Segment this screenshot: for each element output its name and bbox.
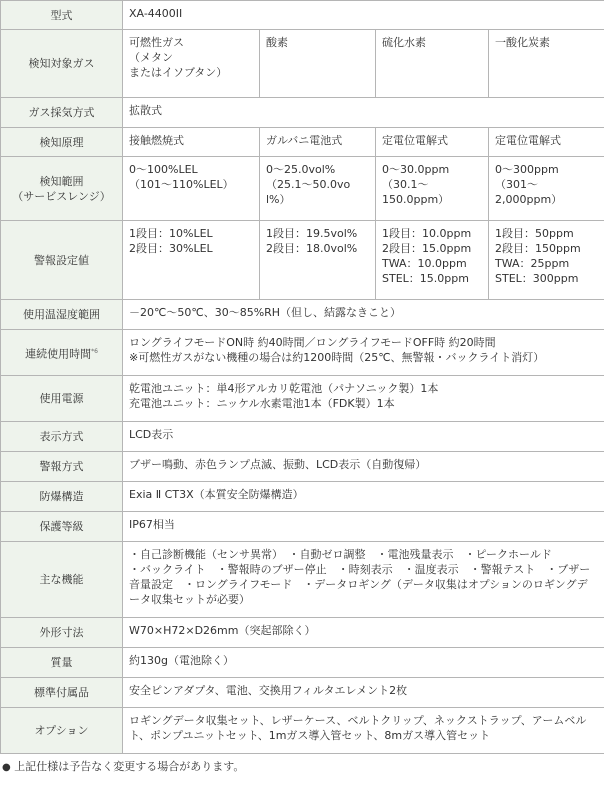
bullet-icon: ●: [2, 762, 11, 773]
table-row: [1, 422, 604, 452]
row-label-range: 検知範囲 （サービスレンジ）: [1, 157, 123, 221]
table-row: [1, 1, 604, 30]
row-label-mass: 質量: [1, 648, 123, 678]
dimensions-value: W70×H72×D26mm（突起部除く）: [123, 618, 604, 648]
gas-cell: 硫化水素: [376, 30, 489, 98]
gas-cell: 一酸化炭素: [489, 30, 604, 98]
table-row: [1, 128, 604, 157]
table-row: [1, 708, 604, 754]
accessories-value: 安全ピンアダプタ、電池、交換用フィルタエレメント2枚: [123, 678, 604, 708]
table-row: [1, 678, 604, 708]
options-value: ロギングデータ収集セット、レザーケース、ベルトクリップ、ネックストラップ、アームベルト、ポンプユニットセット、1mガス導入管セット、8mガス導入管セット: [123, 708, 604, 754]
continuous-value: ロングライフモードON時 約40時間／ロングライフモードOFF時 約20時間 ※可燃性ガスがない機種の場合は約1200時間（25℃、無警報・バックライト消灯）: [123, 330, 604, 376]
principle-cell: 定電位電解式: [376, 128, 489, 157]
row-label-gas: 検知対象ガス: [1, 30, 123, 98]
table-row: [1, 648, 604, 678]
range-cell: 0～30.0ppm （30.1～ 150.0ppm）: [376, 157, 489, 221]
footnote: [0, 754, 604, 778]
alarm-cell: 1段目：50ppm 2段目：150ppm TWA：25ppm STEL：300ppm: [489, 221, 604, 300]
row-label-explosion: 防爆構造: [1, 482, 123, 512]
range-cell: 0～300ppm （301～ 2,000ppm）: [489, 157, 604, 221]
table-row: [1, 376, 604, 422]
alarm-method-value: ブザー鳴動、赤色ランプ点滅、振動、LCD表示（自動復帰）: [123, 452, 604, 482]
range-cell: 0～100%LEL （101～110%LEL）: [123, 157, 260, 221]
row-label-display: 表示方式: [1, 422, 123, 452]
gas-cell: 可燃性ガス （メタン またはイソブタン）: [123, 30, 260, 98]
alarm-cell: 1段目：10%LEL 2段目：30%LEL: [123, 221, 260, 300]
table-row: [1, 157, 604, 221]
protection-value: IP67相当: [123, 512, 604, 542]
mass-value: 約130g（電池除く）: [123, 648, 604, 678]
functions-value: ・自己診断機能（センサ異常） ・自動ゼロ調整 ・電池残量表示 ・ピークホールド ・バックライト ・警報時のブザー停止 ・時刻表示 ・温度表示 ・警報テスト ・ブザー音量設定 ・ロングライフモード ・データロギング（データ収集はオプションのロギングデータ収集セットが必要）: [123, 542, 604, 618]
principle-cell: 定電位電解式: [489, 128, 604, 157]
row-label-continuous: [1, 330, 123, 376]
row-label-sampling: ガス採気方式: [1, 98, 123, 128]
row-label-power: 使用電源: [1, 376, 123, 422]
table-row: [1, 330, 604, 376]
alarm-cell: 1段目：10.0ppm 2段目：15.0ppm TWA：10.0ppm STEL：15.0ppm: [376, 221, 489, 300]
row-label-alarm: 警報設定値: [1, 221, 123, 300]
row-label-functions: 主な機能: [1, 542, 123, 618]
table-row: [1, 221, 604, 300]
table-row: [1, 542, 604, 618]
gas-cell: 酸素: [260, 30, 376, 98]
row-label-accessories: 標準付属品: [1, 678, 123, 708]
row-label-options: オプション: [1, 708, 123, 754]
principle-cell: ガルバニ電池式: [260, 128, 376, 157]
table-row: [1, 98, 604, 128]
principle-cell: 接触燃焼式: [123, 128, 260, 157]
explosion-value: Exia Ⅱ CT3X（本質安全防爆構造）: [123, 482, 604, 512]
row-label-env: 使用温湿度範囲: [1, 300, 123, 330]
range-cell: 0～25.0vol% （25.1～50.0vo l%）: [260, 157, 376, 221]
row-label-principle: 検知原理: [1, 128, 123, 157]
table-row: [1, 452, 604, 482]
row-label-dimensions: 外形寸法: [1, 618, 123, 648]
power-value: 乾電池ユニット：単4形アルカリ乾電池（パナソニック製）1本 充電池ユニット：ニッケル水素電池1本（FDK製）1本: [123, 376, 604, 422]
table-row: [1, 618, 604, 648]
sampling-value: 拡散式: [123, 98, 604, 128]
row-label-model: 型式: [1, 1, 123, 30]
display-value: LCD表示: [123, 422, 604, 452]
table-row: [1, 30, 604, 98]
table-row: [1, 512, 604, 542]
footnote-text: 上記仕様は予告なく変更する場合があります。: [14, 760, 245, 773]
model-value: XA-4400II: [123, 1, 604, 30]
row-label-protection: 保護等級: [1, 512, 123, 542]
row-label-alarm-method: 警報方式: [1, 452, 123, 482]
continuous-label-text: 連続使用時間: [25, 347, 92, 361]
table-row: [1, 482, 604, 512]
footnote-ref: *6: [91, 347, 98, 355]
alarm-cell: 1段目：19.5vol% 2段目：18.0vol%: [260, 221, 376, 300]
env-value: －20℃～50℃、30～85%RH（但し、結露なきこと）: [123, 300, 604, 330]
table-row: [1, 300, 604, 330]
